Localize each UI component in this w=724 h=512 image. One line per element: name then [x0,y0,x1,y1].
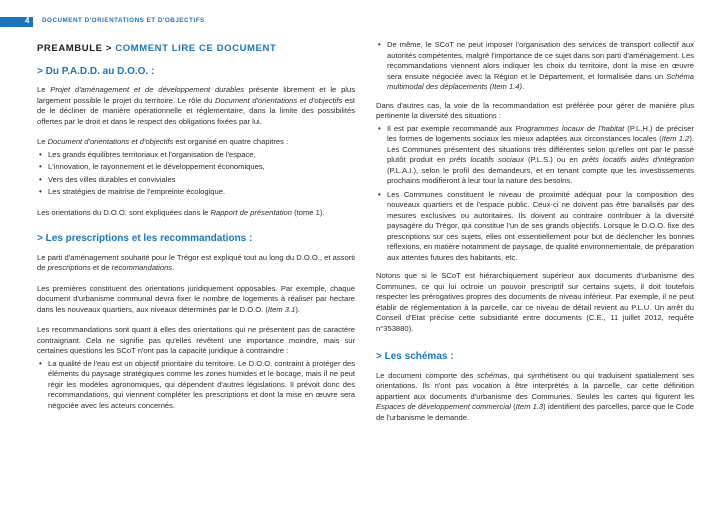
text-italic: Rapport de présentation [210,207,292,217]
text: , qui synthétisent ou qui traduisent spatialement ses orientations. Ils n'ont pas vocation à être interprétés à la parcelle, car cette définition appartient aux documents d'urbanisme des Communes. Seules les cartes qui figurent les [376,370,694,401]
page-number: 4 [25,16,30,25]
text-italic: Item 1.3 [515,402,544,411]
text: ) identifient des parcelles, parce que le Code de l'urbanisme le demande. [376,402,695,422]
text: Le document comporte des [376,370,478,380]
text: De même, le SCoT ne peut imposer l'organisation des services de transport collectif aux autorités compétentes, malgré l'importance de ce sujet dans son parti d'aménagement. Les recommandations viennent alors indiquer les choix du territoire, dont la mise en œuvre sera ensuite négociée avec la Région et le Département, et formalisée dans un [387,40,694,81]
section-title [37,44,355,55]
situations-list [376,124,694,264]
right-column [376,40,694,433]
text: . [522,82,525,91]
paragraph-recommandations: Les recommandations sont quant à elles des orientations qui ne présentent pas de caractère contraignant. Cela ne signifie pas qu'elles revêtent une importance moindre, mais sur certaines questions les SCoT n'ont pas la capacité juridique à contraindre : [37,325,355,355]
text: Les premières constituent des orientations juridiquement opposables. Par exemple, chaque document d'urbanisme communal devra fixer le nombre de logements à réaliser par hectare dans les nouveaux quartiers, aux niveaux déterminés par le D.O.O. ( [37,283,355,314]
text: Le parti d'aménagement souhaité pour le Trégor est expliqué tout au long du D.O.O., et assorti de [37,252,355,272]
running-header-title: DOCUMENT D'ORIENTATIONS ET D'OBJECTIFS [42,17,205,24]
text: (P.L.S.) ou en [523,155,582,164]
paragraph-schemas [376,371,694,424]
heading-prescriptions: > Les prescriptions et les recommandations : [37,233,253,244]
text-italic: schémas [477,370,508,380]
text-italic: prescriptions [47,263,91,272]
text-italic: recommandations [111,263,173,272]
heading-padd-doo: > Du P.A.D.D. au D.O.O. : [37,65,155,77]
text: Le [37,137,48,146]
recommendation-list-right [376,40,694,93]
chapter-item: • Les stratégies de maitrise de l'empreinte écologique. [37,187,355,198]
left-column [37,44,355,421]
text: et de [90,263,112,272]
section-main-title: COMMENT LIRE CE DOCUMENT [115,43,277,54]
text-italic: Document d'orientations et d'objectifs [215,95,343,105]
paragraph-doo-chapters-intro [37,137,355,148]
text-italic: Item 1.2 [661,134,690,143]
text: . [172,263,175,272]
heading-schemas: > Les schémas : [376,351,454,362]
text: est de le décliner de manière opérationnelle et réglementaire, dans la limite des possibilités offertes par le droit et dans le respect des obligations fixées par lui. [37,95,355,126]
text-italic: Projet d'aménagement et de développement durables [50,85,245,94]
chapter-item: • Vers des villes durables et conviviales [37,175,355,186]
paragraph-parti [37,253,355,274]
text-italic: Schéma multimodal des déplacements (Item 1.4) [387,71,694,91]
text-italic: Document d'orientations et d'objectifs [47,137,174,146]
section-prefix: PREAMBULE [37,43,103,54]
chapter-item: • L'innovation, le rayonnement et le développement économiques, [37,162,355,173]
text: (tome 1). [291,207,325,217]
text-italic: prêts locatifs sociaux [449,155,524,164]
text: ( [510,402,516,411]
text-italic: Espaces de développement commercial [376,402,511,411]
text: est organisé en quatre chapitres : [173,137,289,146]
text: ). [295,304,300,314]
text-italic: prêts locatifs aidés d'intégration [581,155,694,164]
paragraph-notons: Notons que si le SCoT est hiérarchiquement supérieur aux documents d'urbanisme des Communes, ce qui lui octroie un pouvoir prescriptif sur certains sujets, il doit toutefois respecter les prérogatives propres des documents de niveau inférieur. Par exemple, il ne peut établir de réglementation à la parcelle, car ce niveau de détail revient au P.L.U. Un arrêt du Conseil d'Etat précise cette subsidiarité entre documents (C.E., 11 juillet 2012, requête n°353880). [376,271,694,333]
section-separator: > [105,43,112,54]
paragraph-padd-intro [37,85,355,127]
chapter-item: • Les grands équilibres territoriaux et l'organisation de l'espace, [37,150,355,161]
bullet-water-quality: • La qualité de l'eau est un objectif prioritaire du territoire. Le D.O.O. contraint à protéger des éléments du paysage stratégiques comme les zones humides et le bocage, mais il ne peut régir les modèles agronomiques, qui dépendent d'autres législations. Il prévoit donc des recommandations, qui viennent compléter les prescriptions et dont la mise en œuvre sera négociée avec les acteurs concernés. [37,359,355,412]
text: (P.L.H.) de préciser les formes de logements sociaux les mieux adaptées aux circonstances locales ( [387,123,694,143]
bullet-communes: • Les Communes constituent le niveau de proximité adéquat pour la composition des nouveaux quartiers et de l'espace public. Ceux-ci ne doivent pas être banalisés par des mesures exclusives ou autoritaires. Ils doivent au contraire contribuer à la diversité paysagère du Trégor, qui constitue l'un de ses grands objectifs. Lorsque le D.O.O. fixe des prescriptions sur ces sujets, elles ont essentiellement pour but de déclencher les bonnes réflexions, en matière notamment de paysage, de qualité environnementale, de préparation aux attentes futures des habitants, etc. [376,190,694,264]
paragraph-premieres [37,284,355,316]
text-italic: Item 3.1 [267,304,296,314]
paragraph-autres-cas: Dans d'autres cas, la voie de la recommandation est préférée pour gérer de manière plus pertinente la diversité des situations : [376,100,694,120]
chapters-list [37,150,355,198]
paragraph-rapport [37,208,355,219]
text: (P.L.A.I.), selon le profil des demandeurs, et en tenant compte que les investissements prochains modifieront à leur tour la nature des besoins. [387,165,694,185]
bullet-plh [376,124,694,187]
text: Il est par exemple recommandé aux [387,123,516,133]
text: présente librement et le plus largement possible le projet du territoire. Le rôle du [37,85,355,105]
text-italic: Programmes locaux de l'habitat [515,123,625,133]
text: Le [37,85,51,94]
bullet-transport [376,40,694,93]
text: Les orientations du D.O.O. sont expliquées dans le [37,207,211,217]
text: ). Les Communes présentent des situations très différentes selon qu'elles ont par le passé plutôt produit en [387,134,694,164]
recommendation-list-left [37,359,355,412]
